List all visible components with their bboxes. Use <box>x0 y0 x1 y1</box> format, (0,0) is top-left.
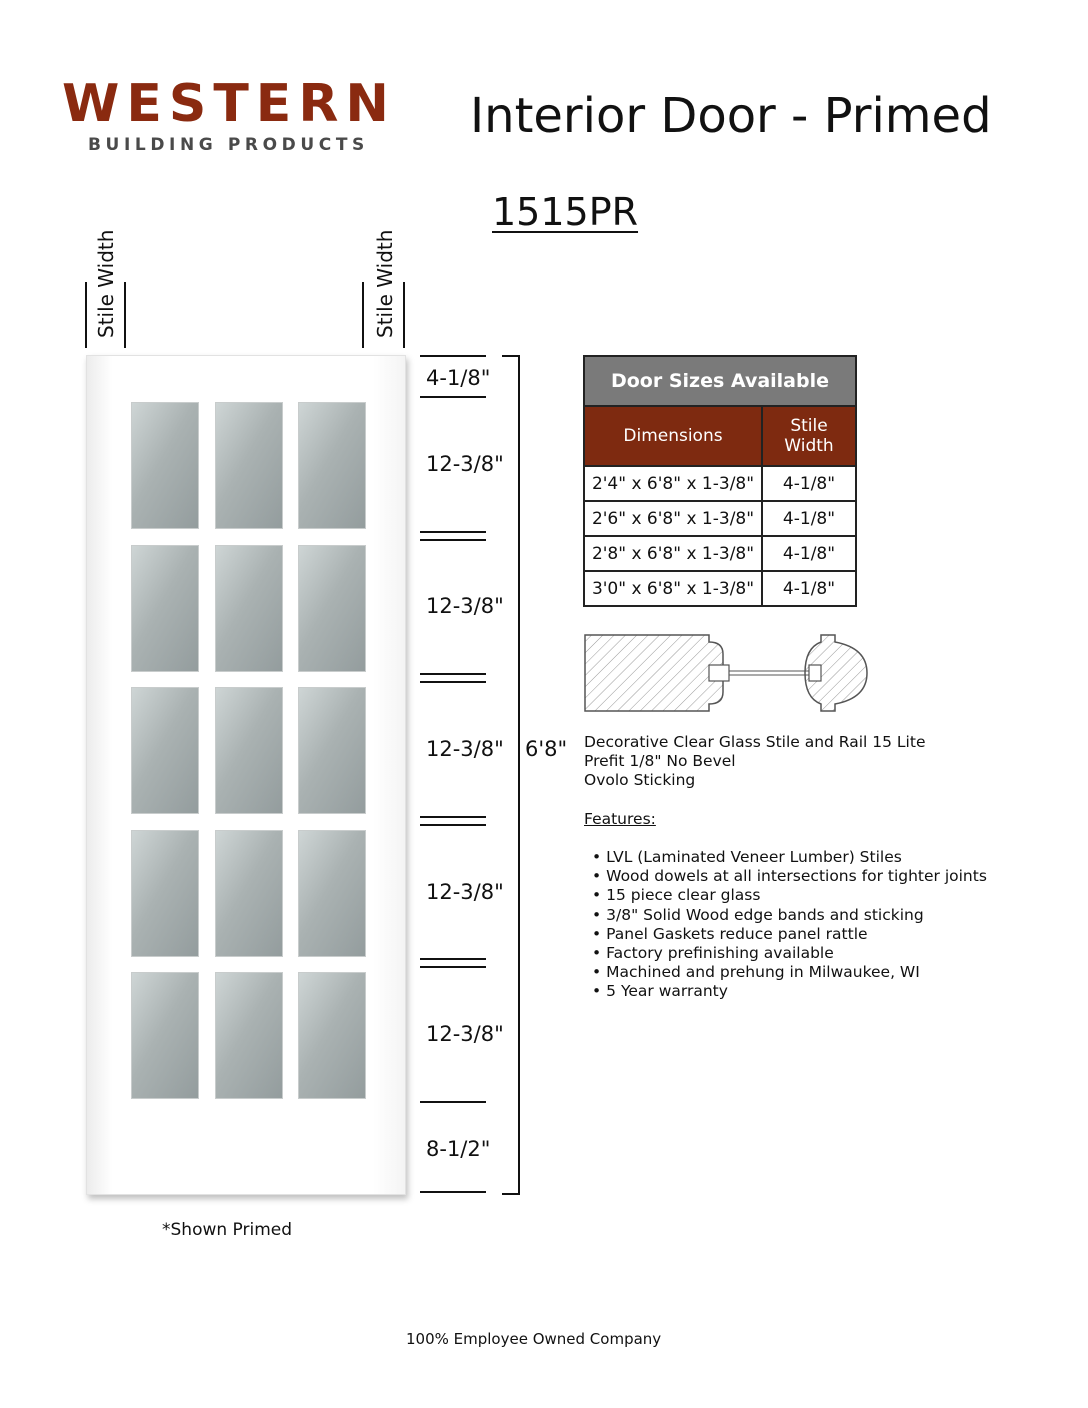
stile-marker-left-outer <box>85 282 87 348</box>
description-line-1: Decorative Clear Glass Stile and Rail 15 Lite <box>584 733 926 751</box>
glass-pane <box>296 400 368 531</box>
dimension-overall-height: 6'8" <box>525 737 568 761</box>
glass-pane <box>129 970 201 1101</box>
table-cell: 2'8" x 6'8" x 1-3/8" <box>584 536 762 571</box>
dimension-tick <box>420 355 486 357</box>
glass-pane <box>213 828 285 959</box>
glass-pane <box>296 685 368 816</box>
table-cell: 2'6" x 6'8" x 1-3/8" <box>584 501 762 536</box>
glass-pane <box>213 685 285 816</box>
table-title: Door Sizes Available <box>584 356 856 406</box>
dimension-lite-2: 12-3/8" <box>426 594 504 618</box>
stile-width-label-right: Stile Width <box>373 229 397 338</box>
dimension-tick <box>420 539 486 541</box>
dimension-tick <box>420 531 486 533</box>
features-list <box>592 848 987 1002</box>
dimension-lite-4: 12-3/8" <box>426 880 504 904</box>
shown-primed-note: *Shown Primed <box>162 1220 293 1240</box>
list-item: • LVL (Laminated Veneer Lumber) Stiles <box>592 848 987 867</box>
list-item: • 15 piece clear glass <box>592 886 987 905</box>
dimension-tick <box>420 1191 486 1193</box>
glass-pane <box>129 543 201 674</box>
dimension-bottom-rail: 8-1/2" <box>426 1137 491 1161</box>
door-illustration <box>86 355 406 1195</box>
dimension-lite-1: 12-3/8" <box>426 452 504 476</box>
table-row <box>584 501 856 536</box>
dimension-top-rail: 4-1/8" <box>426 366 491 390</box>
footer-text: 100% Employee Owned Company <box>406 1330 662 1348</box>
table-cell: 2'4" x 6'8" x 1-3/8" <box>584 466 762 501</box>
brand-logo-tagline: BUILDING PRODUCTS <box>88 135 369 155</box>
table-row <box>584 571 856 606</box>
dimension-tick <box>420 673 486 675</box>
table-cell: 4-1/8" <box>762 501 856 536</box>
column-header-stile-width: Stile Width <box>762 406 856 466</box>
list-item: • 3/8" Solid Wood edge bands and sticking <box>592 906 987 925</box>
column-header-dimensions: Dimensions <box>584 406 762 466</box>
table-cell: 4-1/8" <box>762 466 856 501</box>
brand-logo-name: WESTERN <box>62 74 396 134</box>
stile-marker-right-outer <box>403 282 405 348</box>
list-item: • Panel Gaskets reduce panel rattle <box>592 925 987 944</box>
table-cell: 3'0" x 6'8" x 1-3/8" <box>584 571 762 606</box>
stile-marker-right-inner <box>362 282 364 348</box>
table-cell: 4-1/8" <box>762 571 856 606</box>
list-item: • Factory prefinishing available <box>592 944 987 963</box>
door-sizes-table <box>583 355 857 607</box>
dimension-tick <box>420 816 486 818</box>
glass-pane <box>213 543 285 674</box>
dimension-tick <box>420 396 486 398</box>
glass-pane <box>213 400 285 531</box>
glass-pane <box>129 685 201 816</box>
glass-pane <box>213 970 285 1101</box>
model-number: 1515PR <box>492 190 639 234</box>
glass-pane <box>296 970 368 1101</box>
stile-marker-left-inner <box>124 282 126 348</box>
stile-rail-profile-drawing <box>583 632 873 714</box>
glass-pane <box>129 828 201 959</box>
glass-pane <box>296 543 368 674</box>
description-line-2: Prefit 1/8" No Bevel <box>584 752 736 770</box>
features-heading: Features: <box>584 810 656 828</box>
description-line-3: Ovolo Sticking <box>584 771 696 789</box>
dimension-tick <box>420 681 486 683</box>
document-title: Interior Door - Primed <box>470 88 992 144</box>
glass-pane <box>296 828 368 959</box>
table-cell: 4-1/8" <box>762 536 856 571</box>
dimension-lite-5: 12-3/8" <box>426 1022 504 1046</box>
stile-width-label-left: Stile Width <box>94 229 118 338</box>
list-item: • Wood dowels at all intersections for tighter joints <box>592 867 987 886</box>
glass-pane <box>129 400 201 531</box>
dimension-lite-3: 12-3/8" <box>426 737 504 761</box>
overall-height-bracket <box>502 355 520 1195</box>
list-item: • Machined and prehung in Milwaukee, WI <box>592 963 987 982</box>
table-row <box>584 536 856 571</box>
dimension-tick <box>420 824 486 826</box>
dimension-tick <box>420 1101 486 1103</box>
table-row <box>584 466 856 501</box>
list-item: • 5 Year warranty <box>592 982 987 1001</box>
dimension-tick <box>420 958 486 960</box>
dimension-tick <box>420 966 486 968</box>
